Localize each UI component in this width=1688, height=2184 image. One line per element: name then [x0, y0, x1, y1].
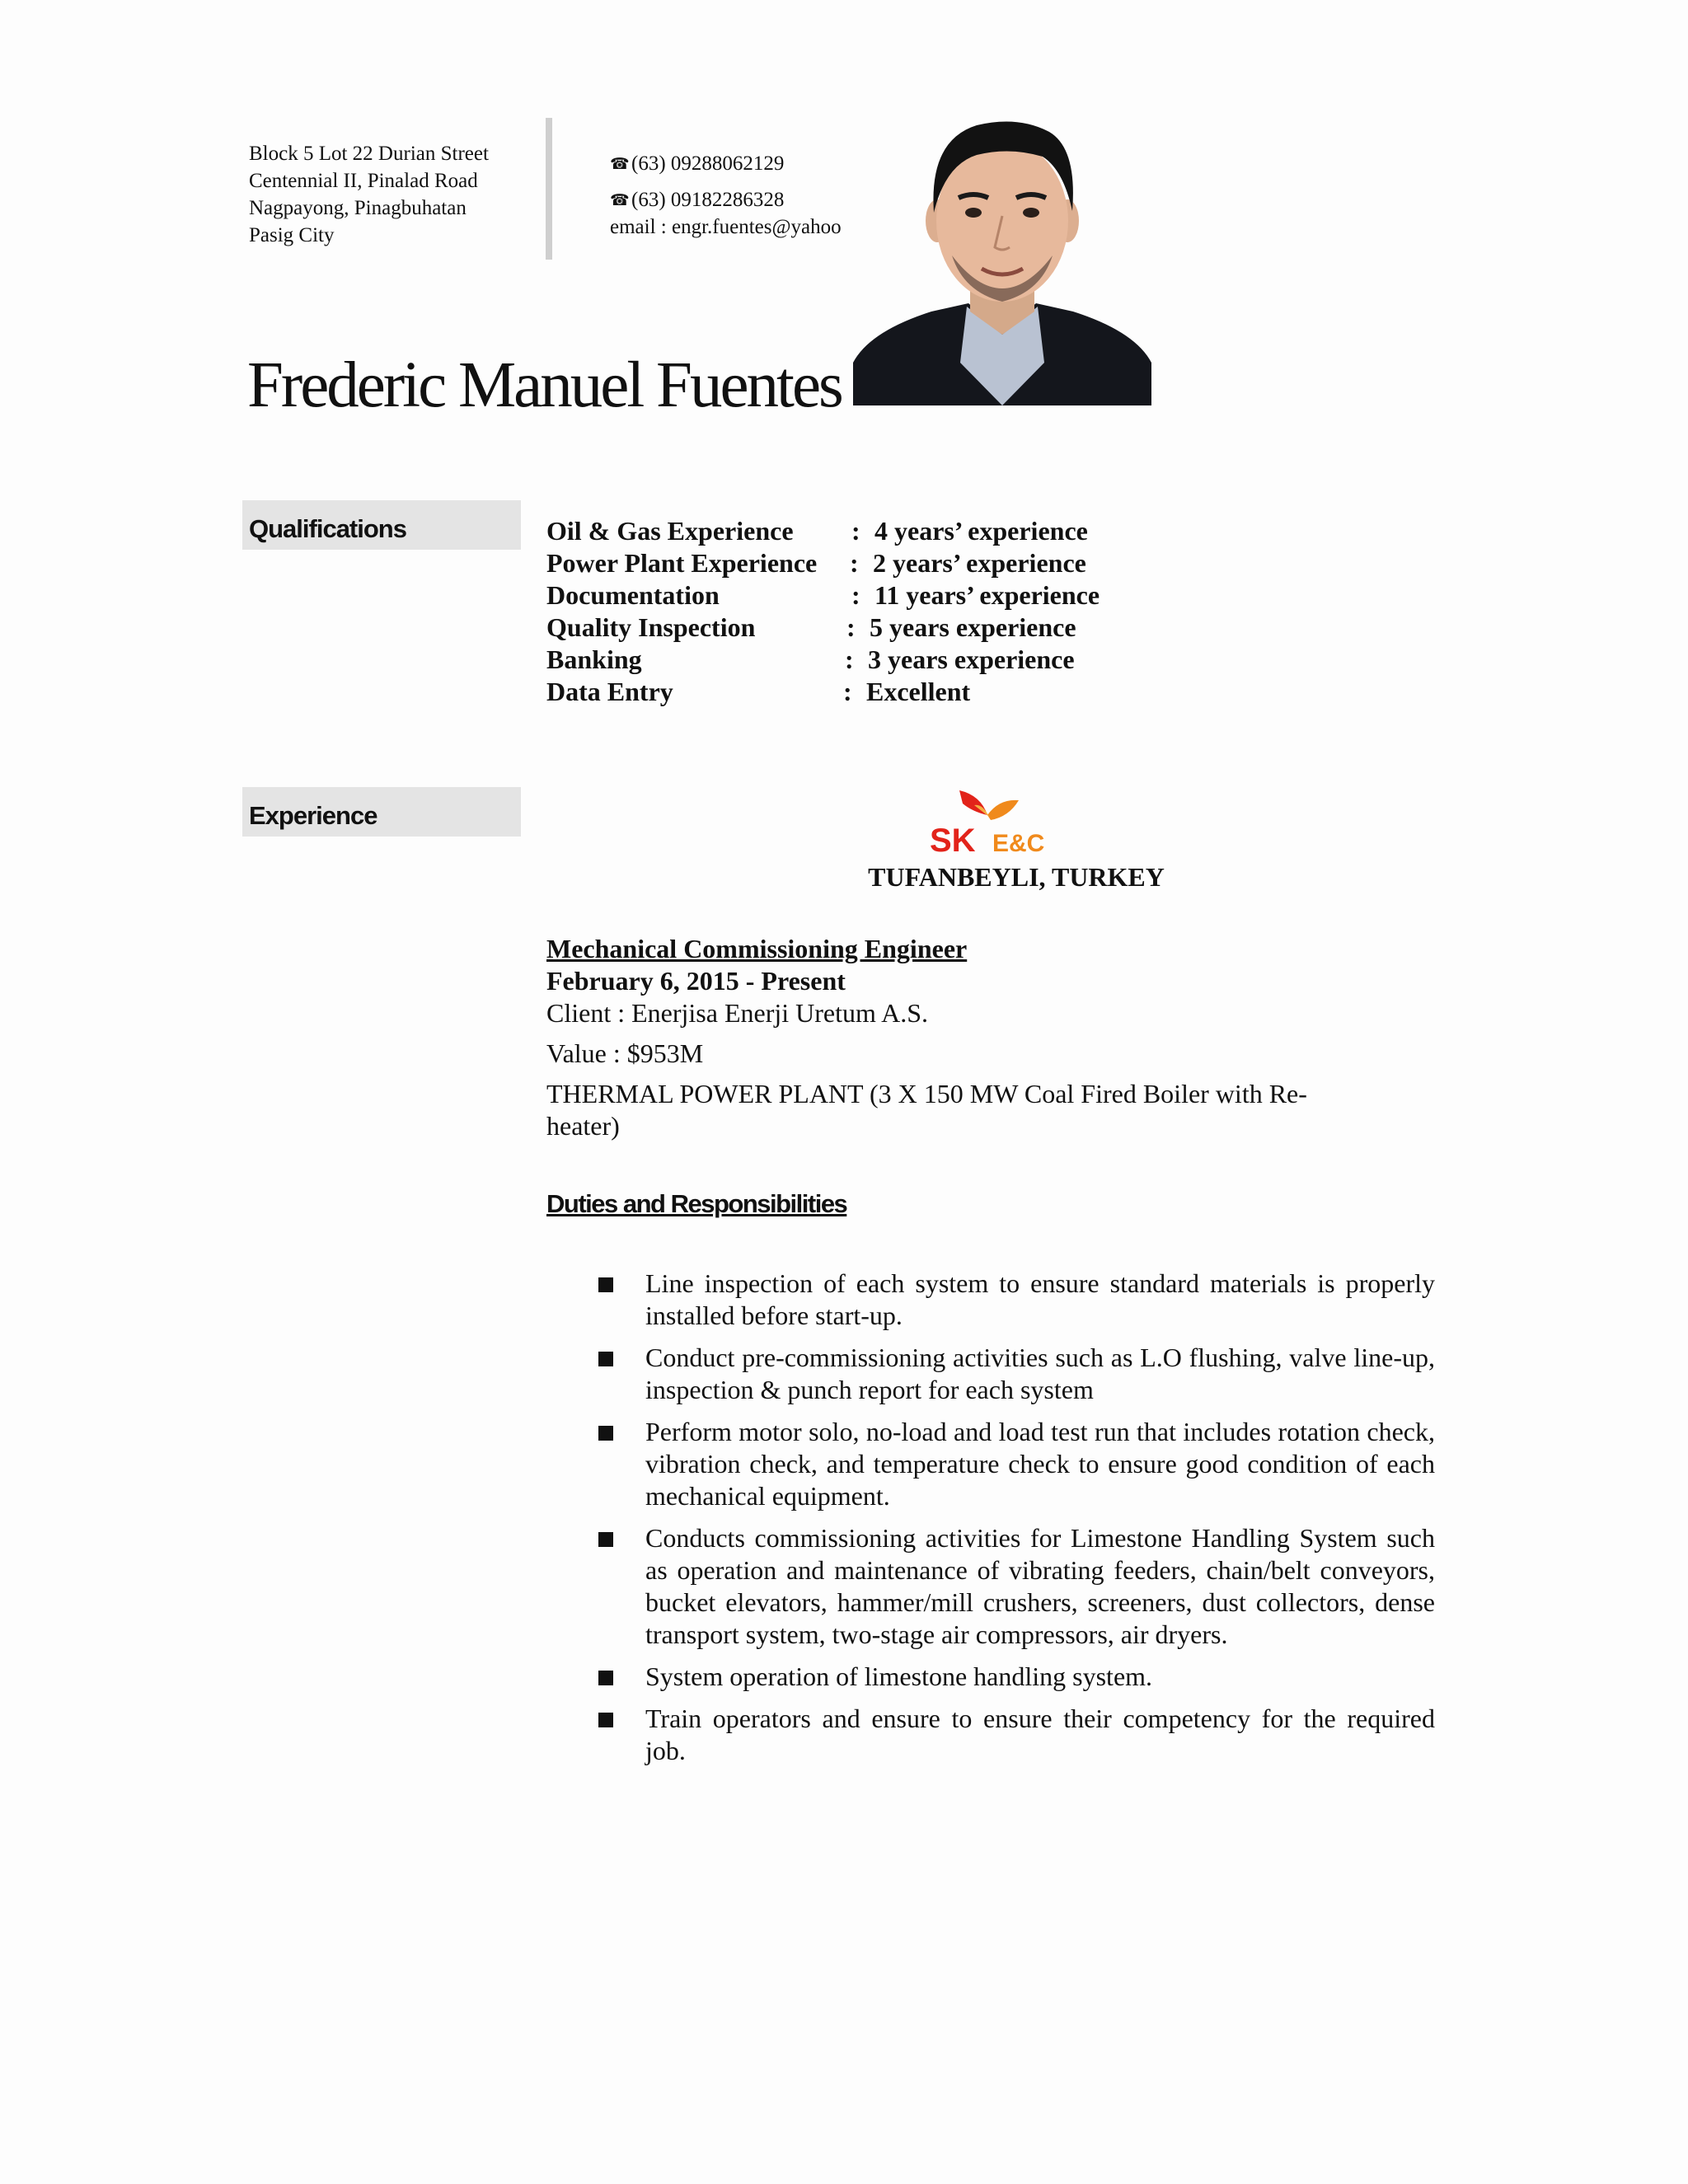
list-item: [598, 1661, 1435, 1693]
company-location: TUFANBEYLI, TURKEY: [868, 862, 1165, 892]
bullet-square-icon: [598, 1352, 613, 1366]
logo-ec-text: E&C: [992, 830, 1045, 855]
qualification-label: Power Plant Experience: [546, 548, 818, 578]
duty-text: Conduct pre-commissioning activities such as L.O flushing, valve line-up, inspection & punch report for each system: [645, 1343, 1435, 1404]
qualification-label: Documentation: [546, 580, 720, 610]
qualification-label: Data Entry: [546, 677, 673, 706]
list-item: [598, 1416, 1435, 1512]
phone-row: [610, 150, 856, 178]
bullet-square-icon: [598, 1713, 613, 1727]
phone-number: (63) 09182286328: [631, 189, 785, 211]
qualification-value: 11 years’ experience: [874, 580, 1100, 610]
address-block: [249, 140, 546, 247]
company-logo: [923, 787, 1057, 855]
phone-row: [610, 186, 856, 214]
address-line: Centennial II, Pinalad Road: [249, 170, 478, 192]
duties-heading: Duties and Responsibilities: [546, 1189, 847, 1218]
logo-sk-text: SK: [930, 823, 976, 855]
qualification-colon: :: [851, 516, 860, 546]
address-line: Pasig City: [249, 224, 335, 246]
job-value: Value : $953M: [546, 1038, 704, 1068]
qualification-label: Banking: [546, 644, 642, 674]
list-item: [598, 1342, 1435, 1406]
qualification-value: 5 years experience: [870, 612, 1076, 642]
qualification-value: 2 years’ experience: [873, 548, 1086, 578]
email-address: email : engr.fuentes@yahoo: [610, 216, 842, 238]
job-client: Client : Enerjisa Enerji Uretum A.S.: [546, 998, 929, 1028]
bullet-square-icon: [598, 1532, 613, 1547]
qualification-value: 3 years experience: [868, 644, 1075, 674]
qualification-colon: :: [845, 644, 854, 674]
duty-text: Conducts commissioning activities for Limestone Handling System such as operation and maintenance of vibrating feeders, chain/belt conveyors, bucket elevators, hammer/mill crushers, screeners, dust collectors, dense transport system, two-stage air compressors, air dryers.: [645, 1523, 1435, 1649]
profile-photo: [853, 115, 1151, 405]
address-line: Block 5 Lot 22 Durian Street: [249, 143, 489, 165]
duty-text: Perform motor solo, no-load and load test run that includes rotation check, vibration check, and temperature check to ensure good condition of each mechanical equipment.: [645, 1417, 1435, 1511]
qualification-colon: :: [851, 580, 860, 610]
bullet-square-icon: [598, 1426, 613, 1441]
list-item: [598, 1268, 1435, 1332]
address-line: Nagpayong, Pinagbuhatan: [249, 197, 467, 219]
qualification-value: 4 years’ experience: [874, 516, 1088, 546]
header-divider: [546, 118, 552, 260]
list-item: [598, 1703, 1435, 1767]
contact-block: [610, 150, 856, 244]
phone-number: (63) 09288062129: [631, 152, 785, 175]
job-details: [546, 933, 1437, 1142]
list-item: [598, 1522, 1435, 1651]
bullet-square-icon: [598, 1671, 613, 1685]
section-label-experience: Experience: [242, 787, 521, 837]
telephone-icon: ☎: [610, 191, 630, 209]
qualification-label: Quality Inspection: [546, 612, 756, 642]
duty-text: Train operators and ensure to ensure their competency for the required job.: [645, 1704, 1435, 1765]
duties-list: [598, 1268, 1435, 1777]
job-dates: February 6, 2015 - Present: [546, 966, 846, 996]
duty-text: System operation of limestone handling system.: [645, 1661, 1153, 1691]
qualification-label: Oil & Gas Experience: [546, 516, 794, 546]
job-title: Mechanical Commissioning Engineer: [546, 934, 968, 963]
duty-text: Line inspection of each system to ensure standard materials is properly installed before start-up.: [645, 1268, 1435, 1330]
qualification-colon: :: [850, 548, 859, 578]
job-project: THERMAL POWER PLANT (3 X 150 MW Coal Fired Boiler with Re-heater): [546, 1079, 1307, 1141]
bullet-square-icon: [598, 1277, 613, 1292]
candidate-name: Frederic Manuel Fuentes: [247, 349, 842, 421]
telephone-icon: ☎: [610, 155, 630, 173]
qualification-colon: :: [846, 612, 856, 642]
section-label-qualifications: Qualifications: [242, 500, 521, 550]
qualification-colon: :: [843, 677, 852, 706]
qualification-value: Excellent: [866, 677, 971, 706]
